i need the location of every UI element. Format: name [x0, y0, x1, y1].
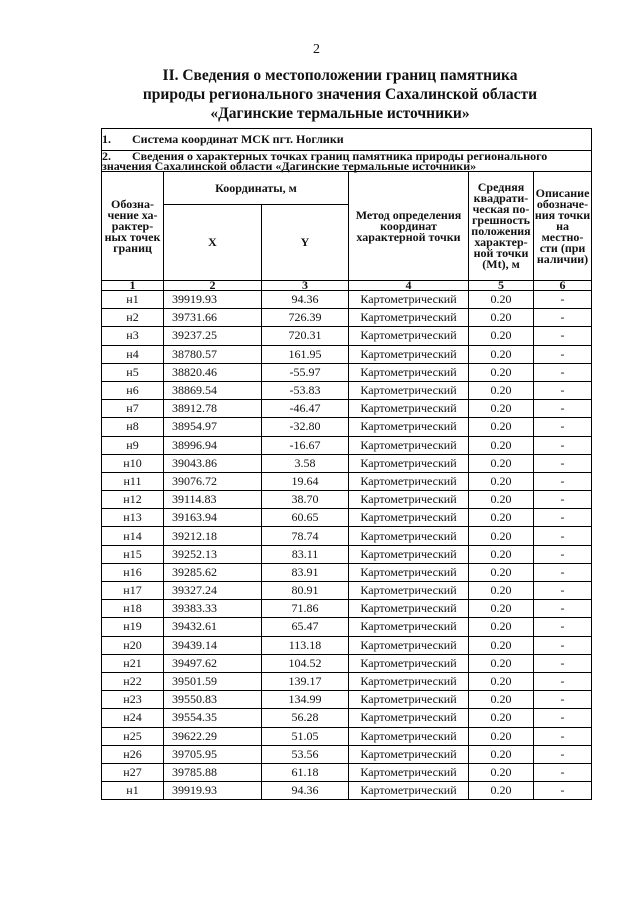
x-coordinate-cell: 39550.83	[164, 691, 262, 709]
point-id-cell: н12	[102, 491, 164, 509]
table-row	[102, 472, 592, 490]
error-cell: 0.20	[469, 491, 534, 509]
method-cell: Картометрический	[349, 309, 469, 327]
method-cell: Картометрический	[349, 545, 469, 563]
method-cell: Картометрический	[349, 563, 469, 581]
point-id-cell: н10	[102, 454, 164, 472]
x-coordinate-cell: 38869.54	[164, 381, 262, 399]
y-coordinate-cell: 104.52	[262, 654, 349, 672]
x-coordinate-cell: 39501.59	[164, 672, 262, 690]
error-cell: 0.20	[469, 582, 534, 600]
document-title	[100, 66, 580, 123]
error-cell: 0.20	[469, 763, 534, 781]
header-designation: Обозна-чение ха-рактер-ных точек границ	[102, 172, 164, 281]
method-cell: Картометрический	[349, 709, 469, 727]
table-row	[102, 563, 592, 581]
y-coordinate-cell: 726.39	[262, 309, 349, 327]
title-line-2: природы регионального значения Сахалинской области	[142, 86, 538, 103]
method-cell: Картометрический	[349, 345, 469, 363]
table-row	[102, 291, 592, 309]
y-coordinate-cell: 80.91	[262, 582, 349, 600]
description-cell: -	[534, 309, 592, 327]
point-id-cell: н14	[102, 527, 164, 545]
table-row	[102, 672, 592, 690]
error-cell: 0.20	[469, 309, 534, 327]
y-coordinate-cell: -46.47	[262, 400, 349, 418]
x-coordinate-cell: 39554.35	[164, 709, 262, 727]
description-cell: -	[534, 345, 592, 363]
error-cell: 0.20	[469, 345, 534, 363]
error-cell: 0.20	[469, 600, 534, 618]
column-number: 6	[534, 281, 592, 291]
point-id-cell: н15	[102, 545, 164, 563]
point-id-cell: н3	[102, 327, 164, 345]
x-coordinate-cell: 38780.57	[164, 345, 262, 363]
method-cell: Картометрический	[349, 509, 469, 527]
point-id-cell: н23	[102, 691, 164, 709]
description-cell: -	[534, 782, 592, 800]
method-cell: Картометрический	[349, 672, 469, 690]
point-id-cell: н20	[102, 636, 164, 654]
point-id-cell: н22	[102, 672, 164, 690]
x-coordinate-cell: 39114.83	[164, 491, 262, 509]
error-cell: 0.20	[469, 672, 534, 690]
y-coordinate-cell: 83.91	[262, 563, 349, 581]
point-id-cell: н16	[102, 563, 164, 581]
point-id-cell: н4	[102, 345, 164, 363]
x-coordinate-cell: 39076.72	[164, 472, 262, 490]
x-coordinate-cell: 39705.95	[164, 745, 262, 763]
y-coordinate-cell: 139.17	[262, 672, 349, 690]
x-coordinate-cell: 39383.33	[164, 600, 262, 618]
table-row	[102, 600, 592, 618]
column-number: 5	[469, 281, 534, 291]
error-cell: 0.20	[469, 654, 534, 672]
error-cell: 0.20	[469, 782, 534, 800]
method-cell: Картометрический	[349, 763, 469, 781]
header-y: Y	[262, 205, 349, 281]
description-cell: -	[534, 363, 592, 381]
table-row	[102, 745, 592, 763]
description-cell: -	[534, 400, 592, 418]
error-cell: 0.20	[469, 436, 534, 454]
x-coordinate-cell: 39043.86	[164, 454, 262, 472]
error-cell: 0.20	[469, 400, 534, 418]
x-coordinate-cell: 39731.66	[164, 309, 262, 327]
x-coordinate-cell: 39497.62	[164, 654, 262, 672]
coordinates-table	[101, 128, 592, 800]
point-id-cell: н1	[102, 782, 164, 800]
table-row	[102, 327, 592, 345]
title-line-3: «Дагинские термальные источники»	[210, 105, 470, 122]
error-cell: 0.20	[469, 509, 534, 527]
method-cell: Картометрический	[349, 782, 469, 800]
point-id-cell: н5	[102, 363, 164, 381]
description-cell: -	[534, 527, 592, 545]
method-cell: Картометрический	[349, 691, 469, 709]
table-row	[102, 545, 592, 563]
point-id-cell: н24	[102, 709, 164, 727]
y-coordinate-cell: 113.18	[262, 636, 349, 654]
method-cell: Картометрический	[349, 727, 469, 745]
method-cell: Картометрический	[349, 291, 469, 309]
table-row	[102, 636, 592, 654]
y-coordinate-cell: 19.64	[262, 472, 349, 490]
table-row	[102, 782, 592, 800]
table-row	[102, 491, 592, 509]
description-cell: -	[534, 436, 592, 454]
point-id-cell: н6	[102, 381, 164, 399]
y-coordinate-cell: 38.70	[262, 491, 349, 509]
x-coordinate-cell: 39327.24	[164, 582, 262, 600]
header-coordinates: Координаты, м	[164, 172, 349, 205]
method-cell: Картометрический	[349, 454, 469, 472]
table-row	[102, 582, 592, 600]
table-row	[102, 709, 592, 727]
y-coordinate-cell: 71.86	[262, 600, 349, 618]
table-row	[102, 345, 592, 363]
y-coordinate-cell: -53.83	[262, 381, 349, 399]
y-coordinate-cell: 61.18	[262, 763, 349, 781]
error-cell: 0.20	[469, 454, 534, 472]
table-row	[102, 691, 592, 709]
error-cell: 0.20	[469, 636, 534, 654]
method-cell: Картометрический	[349, 472, 469, 490]
table-row	[102, 418, 592, 436]
section-1-text: Система координат МСК пгт. Ноглики	[132, 132, 344, 146]
description-cell: -	[534, 509, 592, 527]
x-coordinate-cell: 39919.93	[164, 291, 262, 309]
y-coordinate-cell: 56.28	[262, 709, 349, 727]
y-coordinate-cell: 83.11	[262, 545, 349, 563]
x-coordinate-cell: 39252.13	[164, 545, 262, 563]
method-cell: Картометрический	[349, 600, 469, 618]
table-row	[102, 763, 592, 781]
description-cell: -	[534, 418, 592, 436]
column-number: 3	[262, 281, 349, 291]
table-row	[102, 436, 592, 454]
table-row	[102, 527, 592, 545]
table-row	[102, 381, 592, 399]
point-id-cell: н25	[102, 727, 164, 745]
title-line-1: II. Сведения о местоположении границ памятника	[162, 67, 518, 84]
y-coordinate-cell: 51.05	[262, 727, 349, 745]
x-coordinate-cell: 39163.94	[164, 509, 262, 527]
method-cell: Картометрический	[349, 436, 469, 454]
description-cell: -	[534, 745, 592, 763]
method-cell: Картометрический	[349, 582, 469, 600]
point-id-cell: н19	[102, 618, 164, 636]
table-row	[102, 454, 592, 472]
method-cell: Картометрический	[349, 327, 469, 345]
y-coordinate-cell: 94.36	[262, 782, 349, 800]
description-cell: -	[534, 636, 592, 654]
column-number: 2	[164, 281, 262, 291]
point-id-cell: н26	[102, 745, 164, 763]
column-number: 4	[349, 281, 469, 291]
description-cell: -	[534, 691, 592, 709]
error-cell: 0.20	[469, 727, 534, 745]
method-cell: Картометрический	[349, 636, 469, 654]
error-cell: 0.20	[469, 472, 534, 490]
y-coordinate-cell: -16.67	[262, 436, 349, 454]
section-1-row	[102, 129, 592, 151]
description-cell: -	[534, 618, 592, 636]
table-row	[102, 309, 592, 327]
method-cell: Картометрический	[349, 381, 469, 399]
point-id-cell: н11	[102, 472, 164, 490]
table-row	[102, 509, 592, 527]
header-description: Описание обозначе-ния точки на местно-сти (при наличии)	[534, 172, 592, 281]
method-cell: Картометрический	[349, 527, 469, 545]
method-cell: Картометрический	[349, 363, 469, 381]
section-1-number: 1.	[102, 132, 111, 146]
error-cell: 0.20	[469, 691, 534, 709]
y-coordinate-cell: -55.97	[262, 363, 349, 381]
error-cell: 0.20	[469, 709, 534, 727]
section-2-row	[102, 151, 592, 172]
header-x: X	[164, 205, 262, 281]
description-cell: -	[534, 672, 592, 690]
header-error: Средняя квадрати-ческая по-грешность положения характер-ной точки (Mt), м	[469, 172, 534, 281]
error-cell: 0.20	[469, 363, 534, 381]
description-cell: -	[534, 600, 592, 618]
error-cell: 0.20	[469, 527, 534, 545]
y-coordinate-cell: 3.58	[262, 454, 349, 472]
y-coordinate-cell: 60.65	[262, 509, 349, 527]
point-id-cell: н27	[102, 763, 164, 781]
point-id-cell: н18	[102, 600, 164, 618]
point-id-cell: н9	[102, 436, 164, 454]
header-row-1	[102, 172, 592, 205]
description-cell: -	[534, 654, 592, 672]
method-cell: Картометрический	[349, 618, 469, 636]
error-cell: 0.20	[469, 618, 534, 636]
description-cell: -	[534, 763, 592, 781]
point-id-cell: н2	[102, 309, 164, 327]
method-cell: Картометрический	[349, 491, 469, 509]
method-cell: Картометрический	[349, 745, 469, 763]
table-row	[102, 363, 592, 381]
section-2-number: 2.	[102, 149, 111, 163]
column-numbers-row	[102, 281, 592, 291]
y-coordinate-cell: 78.74	[262, 527, 349, 545]
point-id-cell: н17	[102, 582, 164, 600]
description-cell: -	[534, 563, 592, 581]
x-coordinate-cell: 38954.97	[164, 418, 262, 436]
description-cell: -	[534, 381, 592, 399]
error-cell: 0.20	[469, 745, 534, 763]
x-coordinate-cell: 38996.94	[164, 436, 262, 454]
x-coordinate-cell: 39785.88	[164, 763, 262, 781]
description-cell: -	[534, 545, 592, 563]
point-id-cell: н1	[102, 291, 164, 309]
point-id-cell: н8	[102, 418, 164, 436]
x-coordinate-cell: 39439.14	[164, 636, 262, 654]
error-cell: 0.20	[469, 327, 534, 345]
point-id-cell: н13	[102, 509, 164, 527]
y-coordinate-cell: 161.95	[262, 345, 349, 363]
description-cell: -	[534, 491, 592, 509]
point-id-cell: н7	[102, 400, 164, 418]
x-coordinate-cell: 39919.93	[164, 782, 262, 800]
section-2-text: Сведения о характерных точках границ памятника природы регионального значения Сахалинской области «Дагинские термальные источники»	[102, 149, 548, 173]
y-coordinate-cell: 53.56	[262, 745, 349, 763]
section-2-cell	[102, 151, 592, 172]
x-coordinate-cell: 39622.29	[164, 727, 262, 745]
error-cell: 0.20	[469, 563, 534, 581]
table-row	[102, 618, 592, 636]
header-method: Метод определения координат характерной точки	[349, 172, 469, 281]
description-cell: -	[534, 472, 592, 490]
table-row	[102, 400, 592, 418]
error-cell: 0.20	[469, 381, 534, 399]
error-cell: 0.20	[469, 418, 534, 436]
description-cell: -	[534, 327, 592, 345]
description-cell: -	[534, 454, 592, 472]
y-coordinate-cell: 720.31	[262, 327, 349, 345]
x-coordinate-cell: 39285.62	[164, 563, 262, 581]
page-number: 2	[313, 42, 320, 57]
error-cell: 0.20	[469, 291, 534, 309]
description-cell: -	[534, 709, 592, 727]
method-cell: Картометрический	[349, 654, 469, 672]
table-row	[102, 727, 592, 745]
method-cell: Картометрический	[349, 400, 469, 418]
column-number: 1	[102, 281, 164, 291]
description-cell: -	[534, 582, 592, 600]
x-coordinate-cell: 39432.61	[164, 618, 262, 636]
x-coordinate-cell: 38912.78	[164, 400, 262, 418]
section-1-cell	[102, 129, 592, 151]
y-coordinate-cell: 94.36	[262, 291, 349, 309]
x-coordinate-cell: 39212.18	[164, 527, 262, 545]
y-coordinate-cell: 134.99	[262, 691, 349, 709]
error-cell: 0.20	[469, 545, 534, 563]
table-row	[102, 654, 592, 672]
point-id-cell: н21	[102, 654, 164, 672]
x-coordinate-cell: 39237.25	[164, 327, 262, 345]
y-coordinate-cell: -32.80	[262, 418, 349, 436]
description-cell: -	[534, 727, 592, 745]
description-cell: -	[534, 291, 592, 309]
x-coordinate-cell: 38820.46	[164, 363, 262, 381]
y-coordinate-cell: 65.47	[262, 618, 349, 636]
method-cell: Картометрический	[349, 418, 469, 436]
